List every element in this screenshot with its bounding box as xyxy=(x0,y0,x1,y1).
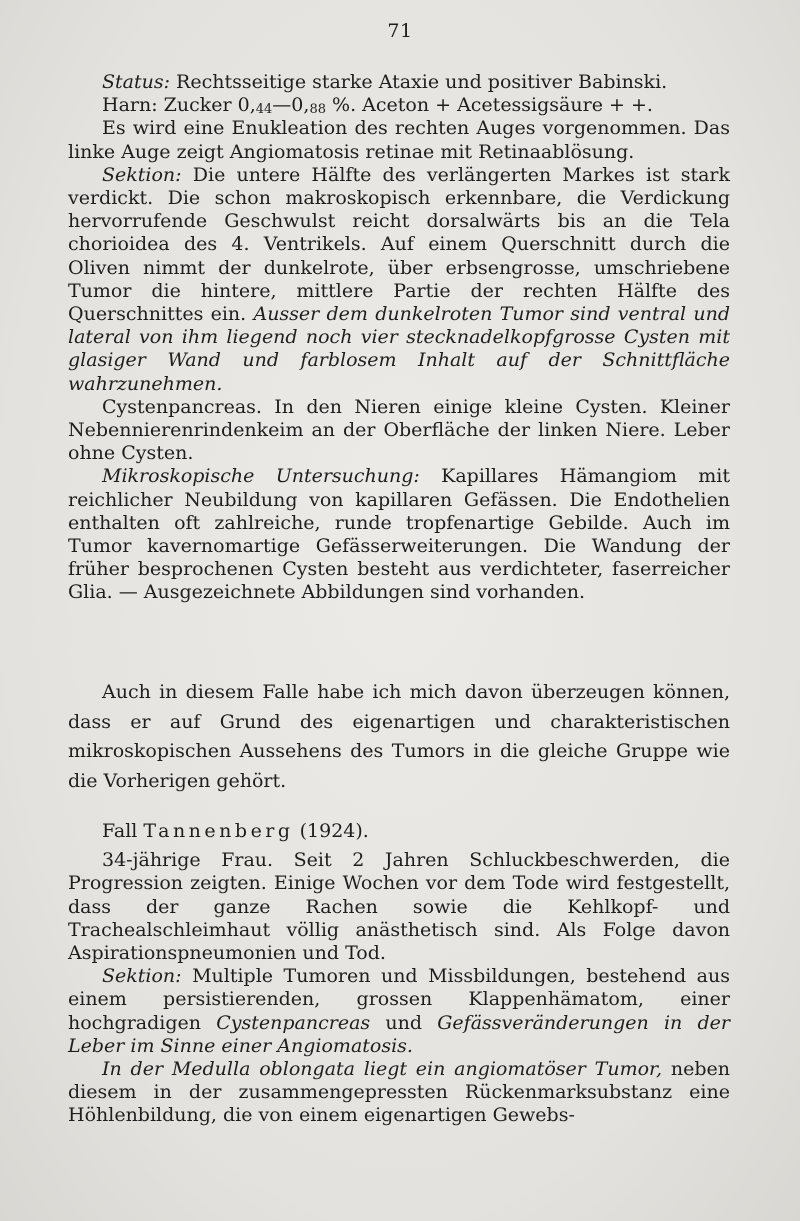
harn-subscript-2: 88 xyxy=(309,102,326,118)
sektion-2-text-a: Multiple Tumoren und Missbildungen, bestehend aus einem persistierenden, grossen Klappenhämatom, einer hochgradigen xyxy=(68,965,730,1034)
harn-text-b: —0, xyxy=(272,94,310,117)
harn-paragraph xyxy=(68,94,730,117)
case-heading-name: Tannenberg xyxy=(143,820,294,842)
case-heading-prefix: Fall xyxy=(102,820,144,842)
harn-text-c: %. Aceton + Acetessigsäure + +. xyxy=(325,94,653,117)
sektion-text: Die untere Hälfte des verlängerten Markes ist stark verdickt. Die schon makroskopisch erkennbare, die Verdickung hervorrufende Geschwulst reicht dorsalwärts bis an die Tela chorioidea des 4. Ventrikels. Auf einem Querschnitt durch die Oliven nimmt der dunkelrote, über erbsengrosse, umschriebene Tumor die hintere, mittlere Partie der rechten Hälfte des Querschnittes ein. xyxy=(68,163,730,326)
sektion-2-italic-1: Cystenpancreas xyxy=(216,1011,371,1034)
medulla-text: neben diesem in der zusammengepressten Rückenmarksubstanz eine Höhlenbildung, die von einem eigenartigen Gewebs- xyxy=(68,1058,730,1127)
sektion-2-italic-2: Gefässveränderungen in der Leber im Sinne einer Angiomatosis. xyxy=(68,1011,730,1057)
mikroskopie-label: Mikroskopische Untersuchung: xyxy=(102,465,420,488)
medulla-italic-text: In der Medulla oblongata liegt ein angiomatöser Tumor, xyxy=(102,1058,663,1081)
conclusion-paragraph: Auch in diesem Falle habe ich mich davon überzeugen können, dass er auf Grund des eigenartigen und charakteristischen mikroskopischen Aussehens des Tumors in die gleiche Gruppe wie die Vorherigen gehört. xyxy=(68,681,730,792)
medulla-paragraph xyxy=(68,1058,730,1128)
mikroskopie-paragraph xyxy=(68,465,730,604)
cystenpancreas-paragraph: Cystenpancreas. In den Nieren einige kleine Cysten. Kleiner Nebennierenrindenkeim an der Oberfläche der linken Niere. Leber ohne Cysten. xyxy=(68,395,730,465)
enukleation-paragraph: Es wird eine Enukleation des rechten Auges vorgenommen. Das linke Auge zeigt Angiomatosis retinae mit Retinaablösung. xyxy=(68,117,730,163)
mikroskopie-text: Kapillares Hämangiom mit reichlicher Neubildung von kapillaren Gefässen. Die Endothelien enthalten oft zahlreiche, runde tropfenartige Gebilde. Auch im Tumor kavernomartige Gefässerweiterungen. Die Wandung der früher besprochenen Cysten besteht aus verdichteter, faserreicher Glia. — Ausgezeichnete Abbildungen sind vorhanden. xyxy=(68,465,730,604)
conclusion-block xyxy=(68,678,730,796)
tannenberg-case-block xyxy=(68,820,730,1128)
status-label: Status: xyxy=(102,71,171,93)
sektion-2-paragraph xyxy=(68,965,730,1058)
patient-history-paragraph: 34-jährige Frau. Seit 2 Jahren Schluckbeschwerden, die Progression zeigten. Einige Wochen vor dem Tode wird festgestellt, dass der ganze Rachen sowie die Kehlkopf- und Trachealschleimhaut völlig anästhetisch sind. Als Folge davon Aspirationspneumonien und Tod. xyxy=(68,849,730,965)
harn-text-a: Harn: Zucker 0, xyxy=(102,94,256,117)
status-paragraph xyxy=(68,71,730,94)
sektion-italic-text: Ausser dem dunkelroten Tumor sind ventral und lateral von ihm liegend noch vier stecknadelkopfgrosse Cysten mit glasiger Wand und farblosem Inhalt auf der Schnittfläche wahrzunehmen. xyxy=(68,303,730,395)
sektion-2-label: Sektion: xyxy=(102,965,182,988)
page-number: 71 xyxy=(387,20,413,42)
case-report-block xyxy=(68,71,730,605)
case-heading xyxy=(68,820,730,843)
sektion-label: Sektion: xyxy=(102,163,182,186)
sektion-2-text-b: und xyxy=(370,1011,438,1034)
harn-subscript-1: 44 xyxy=(255,102,273,118)
case-heading-year: (1924). xyxy=(293,820,369,842)
status-text: Rechtsseitige starke Ataxie und positiver Babinski. xyxy=(170,71,668,93)
sektion-paragraph xyxy=(68,164,730,396)
